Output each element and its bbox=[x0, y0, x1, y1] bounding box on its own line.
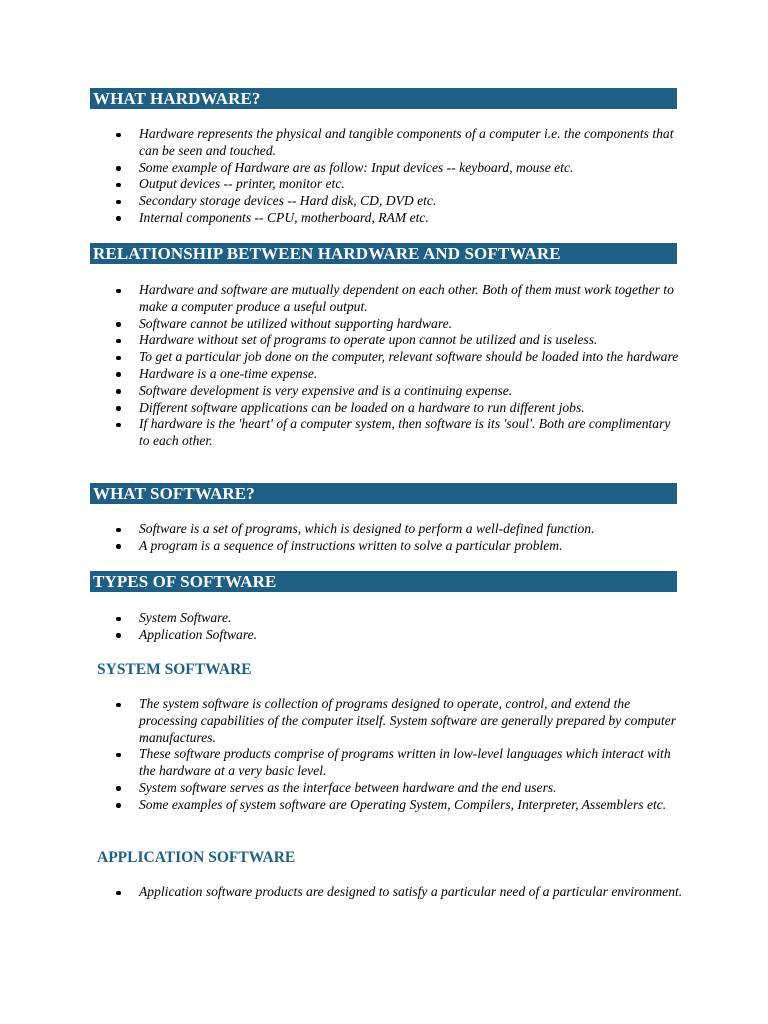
bullet-icon bbox=[116, 544, 121, 549]
section-heading-what-hardware: WHAT HARDWARE? bbox=[90, 88, 677, 109]
bullet-icon bbox=[116, 633, 121, 638]
bullet-icon bbox=[116, 528, 121, 533]
bullet-icon bbox=[116, 703, 121, 708]
bullet-icon bbox=[116, 372, 121, 377]
list-item bbox=[0, 176, 684, 193]
section-heading-types-of-software: TYPES OF SOFTWARE bbox=[90, 571, 677, 592]
list-item-text: These software products comprise of programs written in low-level languages which interact with the hardware at a very basic level. bbox=[139, 746, 671, 779]
list-item-text: Hardware without set of programs to operate upon cannot be utilized and is useless. bbox=[139, 332, 598, 348]
list-item bbox=[0, 780, 684, 797]
bullet-icon bbox=[116, 133, 121, 138]
list-item-text: System Software. bbox=[139, 610, 232, 625]
list-item-text: The system software is collection of programs designed to operate, control, and extend the processing capabilities of the computer itself. System software are generally prepared by computer manufactures. bbox=[139, 696, 676, 745]
list-item-text: Software development is very expensive and is a continuing expense. bbox=[139, 382, 513, 398]
bullet-icon bbox=[116, 617, 121, 622]
list-item bbox=[0, 383, 684, 400]
list-item bbox=[0, 282, 684, 316]
list-item-text: Software is a set of programs, which is designed to perform a well-defined function. bbox=[139, 521, 595, 536]
list-item bbox=[0, 210, 684, 227]
list-item bbox=[0, 797, 684, 814]
list-application-software bbox=[0, 884, 768, 901]
bullet-icon bbox=[116, 803, 121, 808]
list-item-text: Software cannot be utilized without supporting hardware. bbox=[139, 315, 453, 331]
list-what-software bbox=[0, 521, 768, 555]
list-item-text: Hardware is a one-time expense. bbox=[139, 365, 318, 381]
list-item-text: A program is a sequence of instructions written to solve a particular problem. bbox=[139, 537, 563, 553]
list-item-text: Some examples of system software are Operating System, Compilers, Interpreter, Assemblers etc. bbox=[139, 796, 667, 812]
list-item-text: Hardware represents the physical and tangible components of a computer i.e. the components that can be seen and touched. bbox=[139, 126, 674, 158]
list-item bbox=[0, 126, 684, 160]
bullet-icon bbox=[116, 356, 121, 361]
list-system-software bbox=[0, 696, 768, 814]
list-item-text: Different software applications can be loaded on a hardware to run different jobs. bbox=[139, 399, 585, 415]
list-item bbox=[0, 366, 684, 383]
list-item-text: System software serves as the interface between hardware and the end users. bbox=[139, 779, 557, 795]
list-item bbox=[0, 316, 684, 333]
bullet-icon bbox=[116, 891, 121, 896]
section-heading-relationship: RELATIONSHIP BETWEEN HARDWARE AND SOFTWARE bbox=[90, 243, 677, 264]
list-item bbox=[0, 349, 684, 366]
bullet-icon bbox=[116, 216, 121, 221]
list-what-hardware bbox=[0, 126, 768, 227]
subheading-system-software: SYSTEM SOFTWARE bbox=[97, 661, 252, 678]
list-item bbox=[0, 538, 684, 555]
list-item-text: Application software products are designed to satisfy a particular need of a particular environment. bbox=[139, 884, 683, 899]
list-item bbox=[0, 610, 684, 627]
bullet-icon bbox=[116, 289, 121, 294]
list-item bbox=[0, 193, 684, 210]
list-item-text: Output devices -- printer, monitor etc. bbox=[139, 176, 345, 192]
list-item-text: If hardware is the 'heart' of a computer system, then software is its 'soul'. Both are complimentary to each other. bbox=[139, 416, 671, 449]
section-heading-what-software: WHAT SOFTWARE? bbox=[90, 483, 677, 504]
list-item-text: To get a particular job done on the computer, relevant software should be loaded into the hardware bbox=[139, 349, 679, 365]
list-item bbox=[0, 160, 684, 177]
list-item bbox=[0, 746, 684, 780]
list-item bbox=[0, 400, 684, 417]
list-item-text: Hardware and software are mutually dependent on each other. Both of them must work together to make a computer produce a useful output. bbox=[139, 282, 674, 314]
bullet-icon bbox=[116, 406, 121, 411]
bullet-icon bbox=[116, 166, 121, 171]
list-item-text: Internal components -- CPU, motherboard, RAM etc. bbox=[139, 209, 429, 225]
list-item-text: Some example of Hardware are as follow: Input devices -- keyboard, mouse etc. bbox=[139, 159, 574, 175]
bullet-icon bbox=[116, 786, 121, 791]
list-item-text: Secondary storage devices -- Hard disk, CD, DVD etc. bbox=[139, 193, 437, 209]
list-item bbox=[0, 332, 684, 349]
bullet-icon bbox=[116, 183, 121, 188]
bullet-icon bbox=[116, 753, 121, 758]
bullet-icon bbox=[116, 339, 121, 344]
list-relationship bbox=[0, 282, 768, 450]
bullet-icon bbox=[116, 322, 121, 327]
subheading-application-software: APPLICATION SOFTWARE bbox=[97, 849, 296, 866]
list-item bbox=[0, 884, 684, 901]
list-item bbox=[0, 627, 684, 644]
list-item-text: Application Software. bbox=[139, 626, 258, 642]
bullet-icon bbox=[116, 423, 121, 428]
bullet-icon bbox=[116, 389, 121, 394]
list-item bbox=[0, 521, 684, 538]
list-item bbox=[0, 696, 684, 746]
bullet-icon bbox=[116, 200, 121, 205]
list-item bbox=[0, 416, 684, 450]
list-types-of-software bbox=[0, 610, 768, 644]
